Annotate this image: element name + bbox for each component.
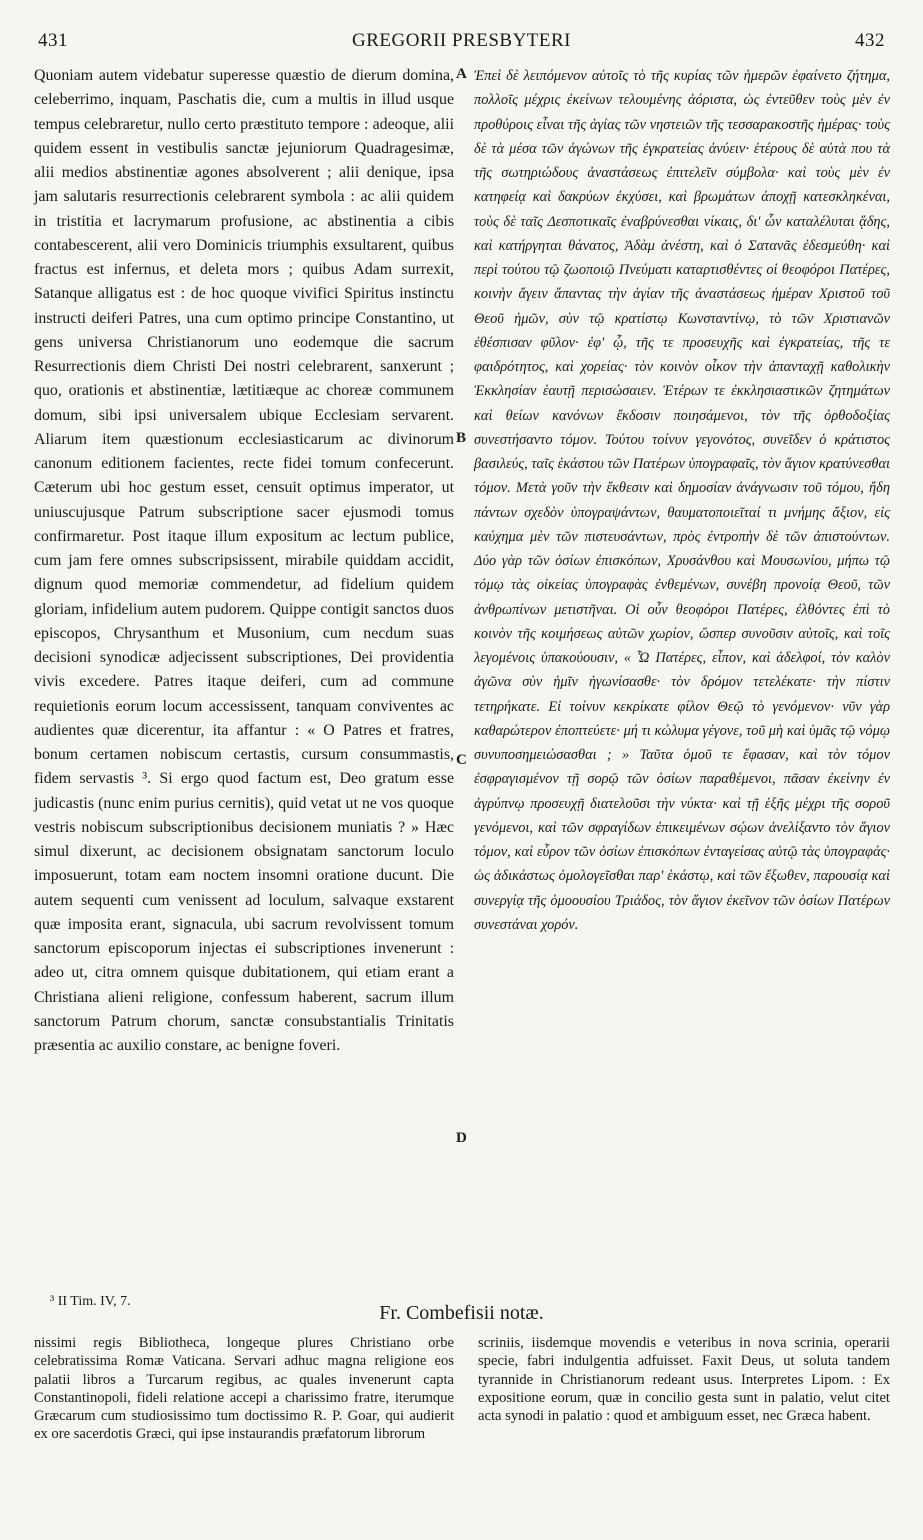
- notes-left-text: nissimi regis Bibliotheca, longeque plures Christiano orbe celebratissima Romæ Vaticana. Servari adhuc magna religione eos palatii libros a Turcarum regibus, ac quales invenerunt capta Constantinopoli, fideli relatione accepi a charissimo fratre, iterumque Græcarum cum studiosissimo tum doctissimo R. P. Goar, qui audierit ex ore sacerdotis Græci, qui ipse instaurandis præfatorum librorum: [34, 1335, 454, 1443]
- page-number-left: 431: [38, 30, 68, 51]
- page-number-right: 432: [855, 30, 885, 51]
- running-header: [34, 30, 889, 58]
- notes-title: Fr. Combefisii notæ.: [379, 1302, 544, 1324]
- notes-right-column: [478, 1334, 890, 1425]
- margin-letter-b: B: [456, 430, 467, 446]
- latin-paragraph: Quoniam autem videbatur superesse quæstio de dierum domina, celeberrimo, inquam, Paschatis die, cum a multis in illud usque tempus celebraretur, nullo certo præstituto tempore : adeoque, alii quidem essent in vestibulis sanctæ jejuniorum Quadragesimæ, alii medios abstinentiæ agones absolverent ; alii denique, ipsa jam salutaris resurrectionis celebrarent symbola : ac alii quidem in tristitia et lacrymarum profusione, ac abstinentia a cibis contabescerent, alii vero Dominicis triumphis exsultarent, quibus fractus est infernus, et deleta mors ; quibus Adam surrexit, Satanque alligatus est : de hoc quoque vivifici Spiritus instinctu instructi deiferi Patres, una cum optimo principe Constantino, ut gens universa Christianorum uno eodemque die sacrum Resurrectionis diem Christi Dei nostri celebrarent, sanxerunt ; quo, orationis et abstinentiæ, lætitiæque ac choreæ communem domum, sibi ipsi universalem ubique Ecclesiam servarent. Aliarum item quæstionum ecclesiasticarum ac divinorum canonum editionem facientes, recte fidei tomum confecerunt. Cæterum ubi hoc gestum esset, censuit optimus imperator, ut uniuscujusque Patrum subscriptione sacer ejusmodi tomus confirmaretur. Post itaque illum expositum ac lectum publice, cum jam fere omnes subscripsissent, mirabile quiddam accidit, dignum quod memoriæ commendetur, ad fidelium quidem gloriam, infidelium autem pudorem. Quippe contigit sanctos duos episcopos, Chrysanthum et Musonium, cum necdum suas decisioni synodicæ adjecissent subscriptiones, Dei providentia vivis excedere. Patres itaque deiferi, cum ad commune requietionis eorum locum accessissent, tanquam conviventes ac audientes quæ dicerentur, ita affantur : « O Patres et fratres, bonum certamen nobiscum certastis, cursum consummastis, fidem servastis ³. Si ergo quod factum est, Deo gratum esse judicastis (nunc enim purius cernitis), quid vetat ut ne vos quoque vestris nobiscum subscriptionibus decisionem muniatis ? » Hæc simul dixerunt, ac decisionem obsignatam sanctorum loculo imposuerunt, totam eam noctem insomni oratione ducunt. Die autem sequenti cum venissent ad loculum, salvaque exstarent quæ imposita erant, signacula, ubi sacrum revolvissent tomum sanctorum episcoporum injectas ei subscriptiones invenerunt : adeo ut, citra omnem quisque dubitationem, qui etiam erant a Christiana alieni religione, confessum haberent, sacrum illum sanctorum Patrum chorum, sanctæ consubstantialis Trinitatis præsentia ac auxilio constare, ac benigne foveri.: [34, 67, 454, 1054]
- notes-right-text: scriniis, iisdemque movendis e veteribus in nova scrinia, operarii specie, fabri indulgentia adfuisset. Faxit Deus, ut soluta tandem tyrannide in Christianorum redeant usus. Interpretes Lipom. : Ex expositione eorum, quæ in concilio gesta sunt in palatio, velut citet acta synodi in palatio : quod et ambiguum esset, nec Græca habent.: [478, 1335, 890, 1425]
- latin-column: [34, 64, 454, 1058]
- footnote: ³ II Tim. IV, 7.: [50, 1294, 131, 1309]
- running-title: GREGORII PRESBYTERI: [351, 30, 572, 51]
- margin-letter-d: D: [456, 1130, 467, 1146]
- margin-letter-a: A: [456, 66, 467, 82]
- greek-paragraph: Ἐπεὶ δὲ λειπόμενον αὐτοῖς τὸ τῆς κυρίας τῶν ἡμερῶν ἐφαίνετο ζήτημα, πολλοῖς μέχρις ἐκείνων τελουμένης ἀόριστα, ὡς ἐντεῦθεν τοὺς μὲν ἐν προθύροις εἶναι τῆς ἁγίας τῶν νηστειῶν τῆς τεσσαρακοστῆς ἡμέρας· τοὺς δὲ τὰ μέσα τῶν ἀγώνων τῆς ἐγκρατείας ἀνύειν· ἑτέρους δὲ αὐτὰ που τὰ τῆς σωτηριώδους ἀναστάσεως ἐπιτελεῖν σύμβολα· καὶ τοὺς μὲν ἐν κατηφείᾳ καὶ δακρύων ἐκχύσει, καὶ βρωμάτων ἀποχῇ κατεσκληκέναι, τοὺς δὲ ταῖς Δεσποτικαῖς ἐναβρύνεσθαι νίκαις, δι' ὧν καταλέλυται ᾅδης, καὶ κατήργηται θάνατος, Ἀδὰμ ἀνέστη, καὶ ὁ Σατανᾶς ἐδεσμεύθη· καὶ περὶ τούτου τῷ ζωοποιῷ Πνεύματι καταρτισθέντες οἱ θεοφόροι Πατέρες, κοινὴν ἄγειν ἅπαντας τὴν ἁγίαν τῆς ἀναστάσεως ἡμέραν Χριστοῦ τοῦ Θεοῦ ἡμῶν, σὺν τῷ κρατίστῳ Κωνσταντίνῳ, τὸ τῶν Χριστιανῶν ἐθέσπισαν φῦλον· ἐφ' ᾧ, τῆς τε προσευχῆς καὶ ἐγκρατείας, τῆς τε φαιδρότητος, καὶ χορείας· τὸν κοινὸν οἶκον τὴν ἁπανταχῇ καθολικὴν Ἐκκλησίαν ἑαυτῇ περισώσαιεν. Ἑτέρων τε ἐκκλησιαστικῶν ζητημάτων καὶ θείων κανόνων ἔκδοσιν ποιησάμενοι, τὸν τῆς ὀρθοδοξίας συνεστήσαντο τόμον. Τούτου τοίνυν γεγονότος, συνεῖδεν ὁ κράτιστος βασιλεύς, ταῖς ἑκάστου τῶν Πατέρων ὑπογραφαῖς, τὸν ἅγιον κρατύνεσθαι τόμον. Μετὰ γοῦν τὴν ἔκθεσιν καὶ δημοσίαν ἀνάγνωσιν τοῦ τόμου, ἤδη πάντων σχεδὸν ὑπογραψάντων, θαυματοποιεῖταί τι μνήμης ἄξιον, εἰς καύχημα μὲν τῶν πιστευσάντων, πρὸς ἐντροπὴν δὲ τῶν ἀπιστούντων. Δύο γὰρ τῶν ὁσίων ἐπισκόπων, Χρυσάνθου καὶ Μουσωνίου, μήπω τῷ τόμῳ τὰς οἰκείας ὑπογραφὰς ἐνθεμένων, συνέβη προνοίᾳ Θεοῦ, τῶν ἀνθρωπίνων μετιστῆναι. Οἱ οὖν θεοφόροι Πατέρες, ἐλθόντες ἐπὶ τὸ κοινὸν τῆς κοιμήσεως αὐτῶν χωρίον, ὥσπερ συνοῦσιν αὐτοῖς, καὶ τοῖς λεγομένοις ὑπακούουσιν, « Ὦ Πατέρες, εἶπον, καὶ ἀδελφοί, τὸν καλὸν ἀγῶνα σὺν ἡμῖν ἠγωνίσασθε· τὸν δρόμον τετελέκατε· τὴν πίστιν τετηρήκατε. Εἰ τοίνυν κεκρίκατε φίλον Θεῷ τὸ γενόμενον· νῦν γὰρ καθαρώτερον ἐποπτεύετε· μή τι κώλυμα γέγονε, τοῦ μὴ καὶ ὑμᾶς τῷ νόμῳ συνυποσημειώσασθαι ; » Ταῦτα ὁμοῦ τε ἔφασαν, καὶ τὸν τόμον ἐσφραγισμένον τῇ σορῷ τῶν ὁσίων παραθέμενοι, πᾶσαν ἐκείνην ἐν ἀγρύπνῳ προσευχῇ διατελοῦσι τὴν νύκτα· καὶ τῇ ἑξῆς μέχρι τῆς σοροῦ γενόμενοι, καὶ τῶν σφραγίδων ἐπικειμένων σῴων ἀνελίξαντο τὸν ἅγιον τόμον, καὶ εὗρον τῶν ὁσίων ἐπισκόπων ἐνταγείσας αὐτῷ τὰς ὑπογραφάς· ὡς ἀδικάστως ὁμολογεῖσθαι παρ' ἑκάστῳ, καὶ τῶν ἔξωθεν, παρουσίᾳ καὶ συνεργίᾳ τῆς ὁμοουσίου Τριάδος, τὸν ἅγιον ἐκεῖνον τῶν ὁσίων Πατέρων συνεστάναι χορόν.: [474, 68, 890, 933]
- margin-letter-c: C: [456, 752, 467, 768]
- greek-column: [474, 64, 890, 937]
- notes-left-column: [34, 1334, 454, 1444]
